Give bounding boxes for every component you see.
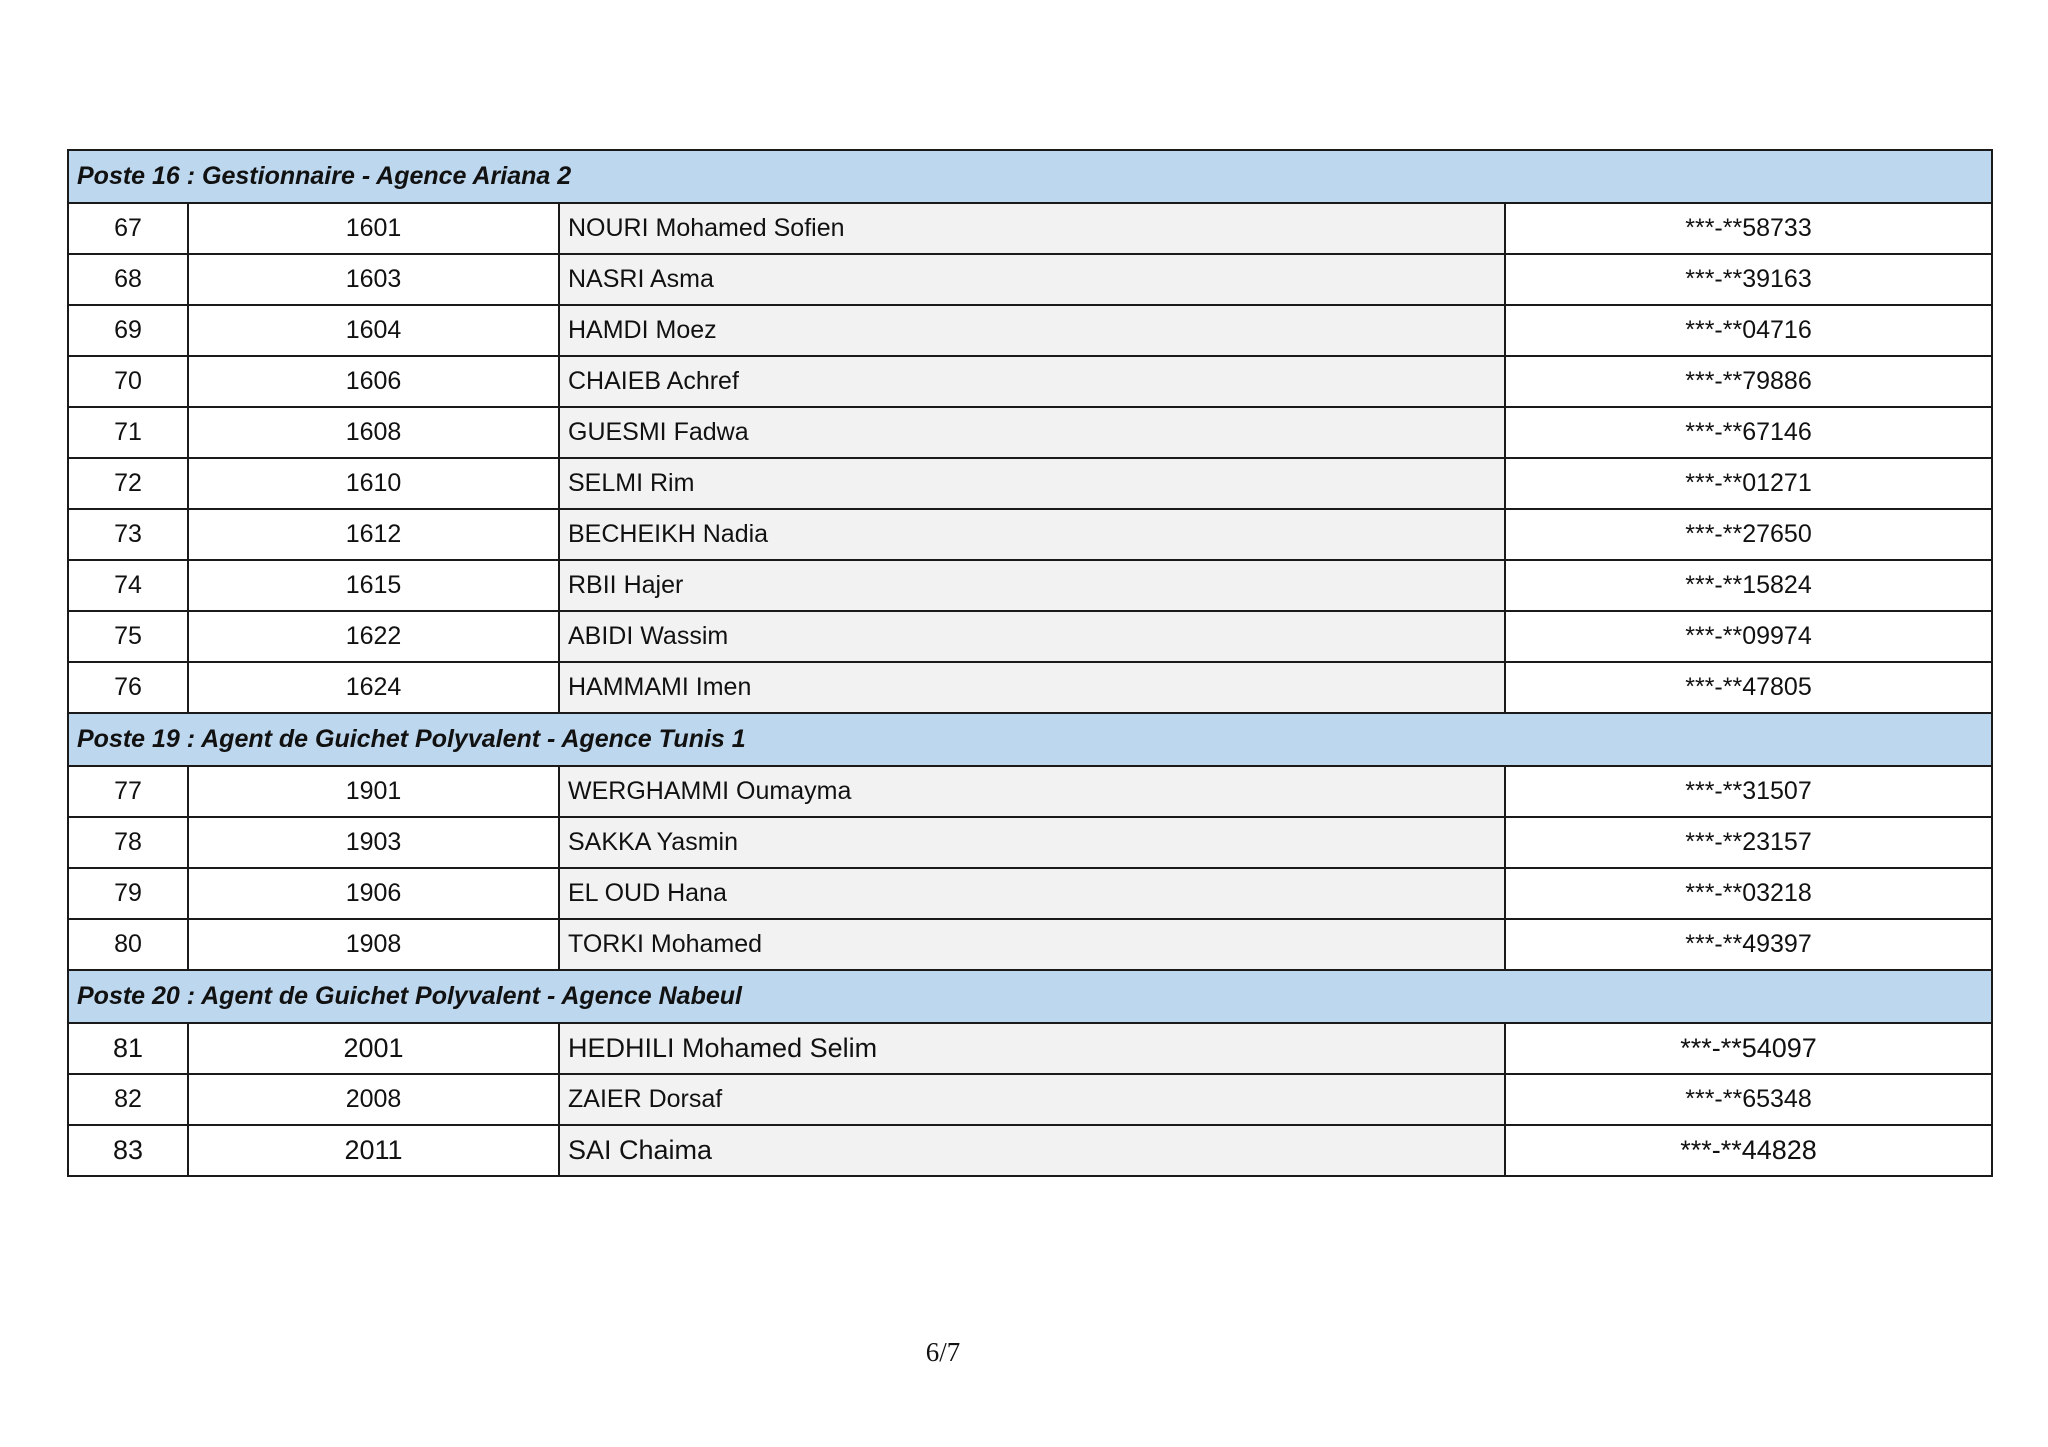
candidate-code: 1901 xyxy=(188,766,559,817)
candidate-code: 2008 xyxy=(188,1074,559,1125)
row-number: 80 xyxy=(68,919,188,970)
section-title: Poste 16 : Gestionnaire - Agence Ariana 2 xyxy=(68,150,1992,203)
table-row xyxy=(68,766,1992,817)
candidate-id: ***-**09974 xyxy=(1505,611,1992,662)
row-number: 74 xyxy=(68,560,188,611)
results-table xyxy=(67,149,1993,1177)
table-row xyxy=(68,356,1992,407)
candidate-code: 1608 xyxy=(188,407,559,458)
candidate-code: 1906 xyxy=(188,868,559,919)
candidate-id: ***-**01271 xyxy=(1505,458,1992,509)
candidate-id: ***-**23157 xyxy=(1505,817,1992,868)
candidate-name: NASRI Asma xyxy=(559,254,1505,305)
candidate-id: ***-**27650 xyxy=(1505,509,1992,560)
candidate-name: HAMDI Moez xyxy=(559,305,1505,356)
candidate-code: 1604 xyxy=(188,305,559,356)
candidate-id: ***-**15824 xyxy=(1505,560,1992,611)
table-row xyxy=(68,868,1992,919)
candidate-id: ***-**67146 xyxy=(1505,407,1992,458)
candidate-name: SAKKA Yasmin xyxy=(559,817,1505,868)
candidate-name: CHAIEB Achref xyxy=(559,356,1505,407)
row-number: 71 xyxy=(68,407,188,458)
table-row xyxy=(68,1074,1992,1125)
section-title: Poste 20 : Agent de Guichet Polyvalent - Agence Nabeul xyxy=(68,970,1992,1023)
candidate-name: EL OUD Hana xyxy=(559,868,1505,919)
candidate-name: SELMI Rim xyxy=(559,458,1505,509)
row-number: 78 xyxy=(68,817,188,868)
table-row xyxy=(68,1023,1992,1074)
row-number: 77 xyxy=(68,766,188,817)
candidate-id: ***-**39163 xyxy=(1505,254,1992,305)
candidate-name: TORKI Mohamed xyxy=(559,919,1505,970)
candidate-name: WERGHAMMI Oumayma xyxy=(559,766,1505,817)
candidate-id: ***-**03218 xyxy=(1505,868,1992,919)
candidate-name: HAMMAMI Imen xyxy=(559,662,1505,713)
candidate-code: 2001 xyxy=(188,1023,559,1074)
row-number: 81 xyxy=(68,1023,188,1074)
section-header-row xyxy=(68,713,1992,766)
row-number: 70 xyxy=(68,356,188,407)
row-number: 75 xyxy=(68,611,188,662)
candidate-name: RBII Hajer xyxy=(559,560,1505,611)
candidate-id: ***-**49397 xyxy=(1505,919,1992,970)
row-number: 76 xyxy=(68,662,188,713)
table-row xyxy=(68,611,1992,662)
candidate-id: ***-**79886 xyxy=(1505,356,1992,407)
candidate-code: 1612 xyxy=(188,509,559,560)
table-row xyxy=(68,254,1992,305)
page-number: 6/7 xyxy=(925,1337,961,1367)
table-row xyxy=(68,305,1992,356)
candidate-code: 1603 xyxy=(188,254,559,305)
table-row xyxy=(68,919,1992,970)
section-header-row xyxy=(68,970,1992,1023)
candidate-name: SAI Chaima xyxy=(559,1125,1505,1176)
candidate-id: ***-**58733 xyxy=(1505,203,1992,254)
candidate-name: ABIDI Wassim xyxy=(559,611,1505,662)
candidate-code: 1622 xyxy=(188,611,559,662)
candidate-code: 1606 xyxy=(188,356,559,407)
candidate-name: HEDHILI Mohamed Selim xyxy=(559,1023,1505,1074)
candidate-name: NOURI Mohamed Sofien xyxy=(559,203,1505,254)
row-number: 83 xyxy=(68,1125,188,1176)
candidate-id: ***-**54097 xyxy=(1505,1023,1992,1074)
candidate-id: ***-**65348 xyxy=(1505,1074,1992,1125)
candidate-code: 1903 xyxy=(188,817,559,868)
row-number: 69 xyxy=(68,305,188,356)
candidate-id: ***-**04716 xyxy=(1505,305,1992,356)
candidate-name: GUESMI Fadwa xyxy=(559,407,1505,458)
row-number: 67 xyxy=(68,203,188,254)
candidate-id: ***-**47805 xyxy=(1505,662,1992,713)
candidate-code: 2011 xyxy=(188,1125,559,1176)
section-header-row xyxy=(68,150,1992,203)
row-number: 68 xyxy=(68,254,188,305)
candidate-code: 1615 xyxy=(188,560,559,611)
candidate-code: 1624 xyxy=(188,662,559,713)
candidate-code: 1610 xyxy=(188,458,559,509)
candidate-name: BECHEIKH Nadia xyxy=(559,509,1505,560)
candidate-id: ***-**31507 xyxy=(1505,766,1992,817)
table-row xyxy=(68,509,1992,560)
table-row xyxy=(68,817,1992,868)
row-number: 72 xyxy=(68,458,188,509)
section-title: Poste 19 : Agent de Guichet Polyvalent - Agence Tunis 1 xyxy=(68,713,1992,766)
row-number: 79 xyxy=(68,868,188,919)
candidate-code: 1908 xyxy=(188,919,559,970)
table-row xyxy=(68,662,1992,713)
table-row xyxy=(68,1125,1992,1176)
table-row xyxy=(68,407,1992,458)
candidate-id: ***-**44828 xyxy=(1505,1125,1992,1176)
row-number: 73 xyxy=(68,509,188,560)
table-row xyxy=(68,458,1992,509)
row-number: 82 xyxy=(68,1074,188,1125)
table-row xyxy=(68,560,1992,611)
candidate-name: ZAIER Dorsaf xyxy=(559,1074,1505,1125)
candidate-code: 1601 xyxy=(188,203,559,254)
table-row xyxy=(68,203,1992,254)
